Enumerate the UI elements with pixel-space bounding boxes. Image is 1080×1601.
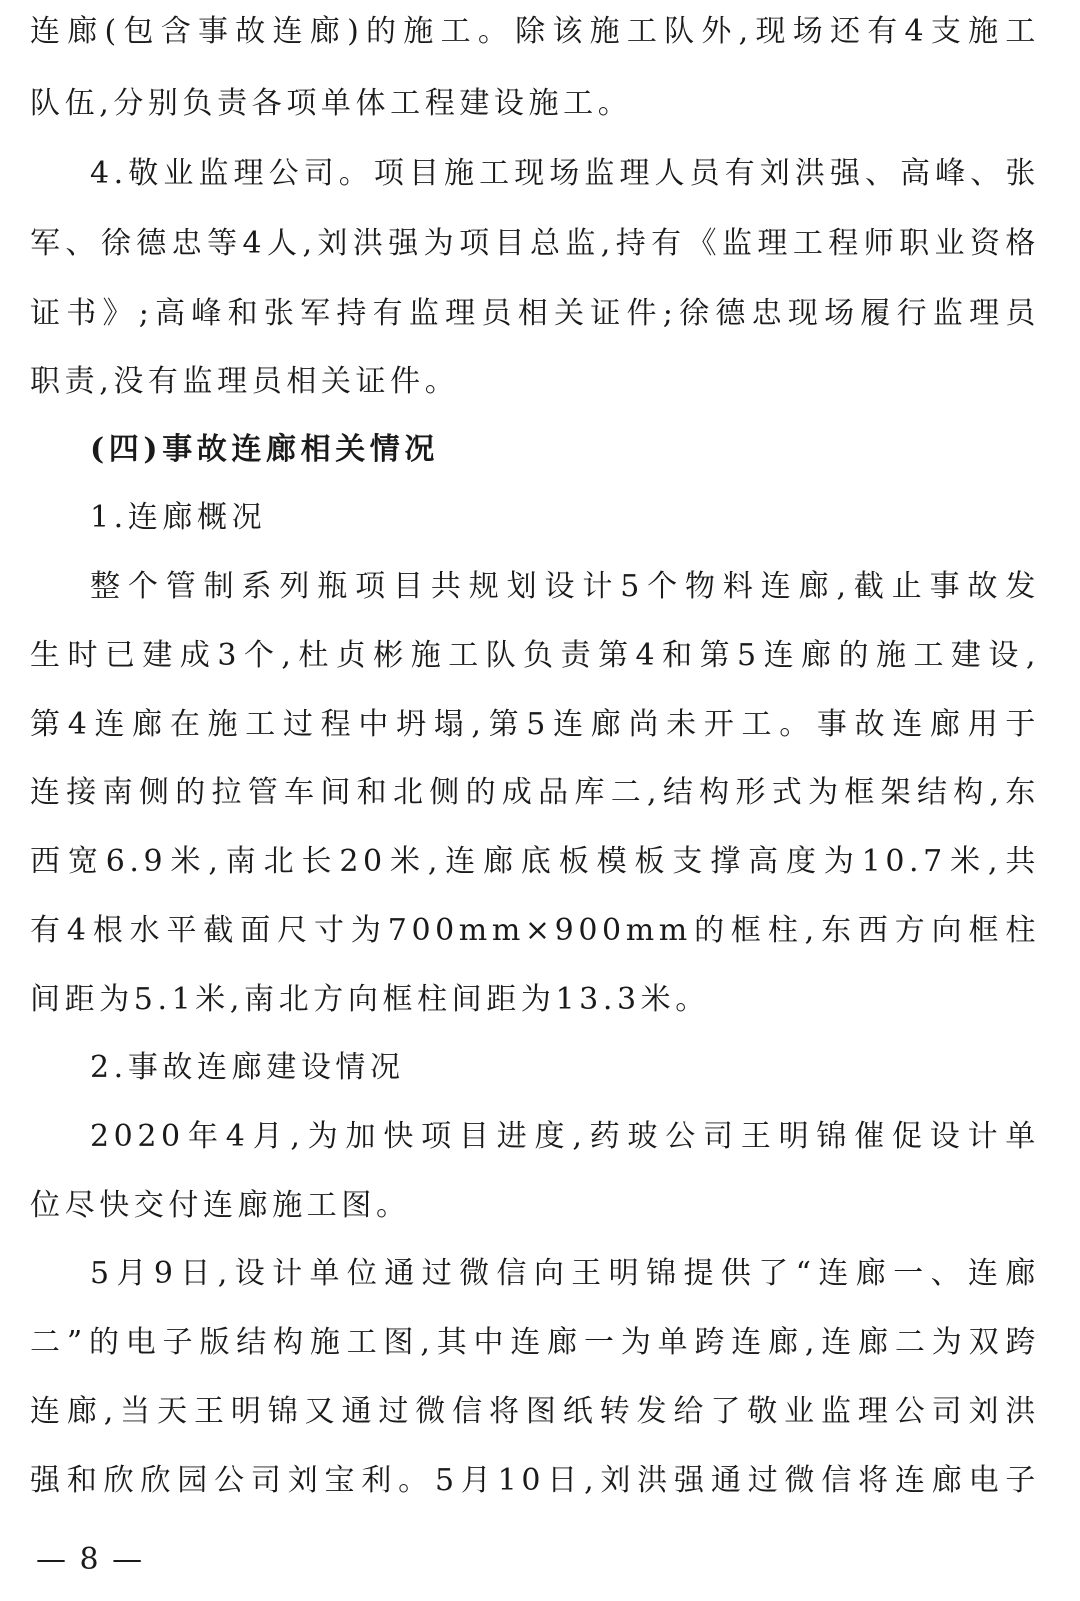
text-line: 二”的电子版结构施工图,其中连廊一为单跨连廊,连廊二为双跨 <box>30 1325 1040 1360</box>
text-line: 生时已建成3个,杜贞彬施工队负责第4和第5连廊的施工建设, <box>30 638 1040 673</box>
text-line: 队伍,分别负责各项单体工程建设施工。 <box>30 86 633 121</box>
page-number: — 8 — <box>36 1542 145 1577</box>
text-line: 5月9日,设计单位通过微信向王明锦提供了“连廊一、连廊 <box>90 1256 1040 1291</box>
text-line: 位尽快交付连廊施工图。 <box>30 1188 411 1223</box>
text-line: 间距为5.1米,南北方向框柱间距为13.3米。 <box>30 982 710 1017</box>
text-line: 职责,没有监理员相关证件。 <box>30 364 460 399</box>
text-line: 第4连廊在施工过程中坍塌,第5连廊尚未开工。事故连廊用于 <box>30 707 1040 742</box>
text-line: 连接南侧的拉管车间和北侧的成品库二,结构形式为框架结构,东 <box>30 775 1040 810</box>
text-line: 证书》;高峰和张军持有监理员相关证件;徐德忠现场履行监理员 <box>30 296 1040 331</box>
text-line: 有4根水平截面尺寸为700mm×900mm的框柱,东西方向框柱 <box>30 913 1040 948</box>
text-line: 连廊(包含事故连廊)的施工。除该施工队外,现场还有4支施工 <box>30 14 1040 49</box>
text-line: 整个管制系列瓶项目共规划设计5个物料连廊,截止事故发 <box>90 569 1040 604</box>
text-line: 2020年4月,为加快项目进度,药玻公司王明锦催促设计单 <box>90 1119 1040 1154</box>
text-line: 连廊,当天王明锦又通过微信将图纸转发给了敬业监理公司刘洪 <box>30 1394 1040 1429</box>
text-line: 西宽6.9米,南北长20米,连廊底板模板支撑高度为10.7米,共 <box>30 844 1040 879</box>
text-line: 4.敬业监理公司。项目施工现场监理人员有刘洪强、高峰、张 <box>90 156 1040 191</box>
subsection-heading: 1.连廊概况 <box>90 500 267 535</box>
section-heading: (四)事故连廊相关情况 <box>90 432 439 467</box>
text-line: 军、徐德忠等4人,刘洪强为项目总监,持有《监理工程师职业资格 <box>30 226 1040 261</box>
subsection-heading: 2.事故连廊建设情况 <box>90 1050 405 1085</box>
text-line: 强和欣欣园公司刘宝利。5月10日,刘洪强通过微信将连廊电子 <box>30 1463 1040 1498</box>
